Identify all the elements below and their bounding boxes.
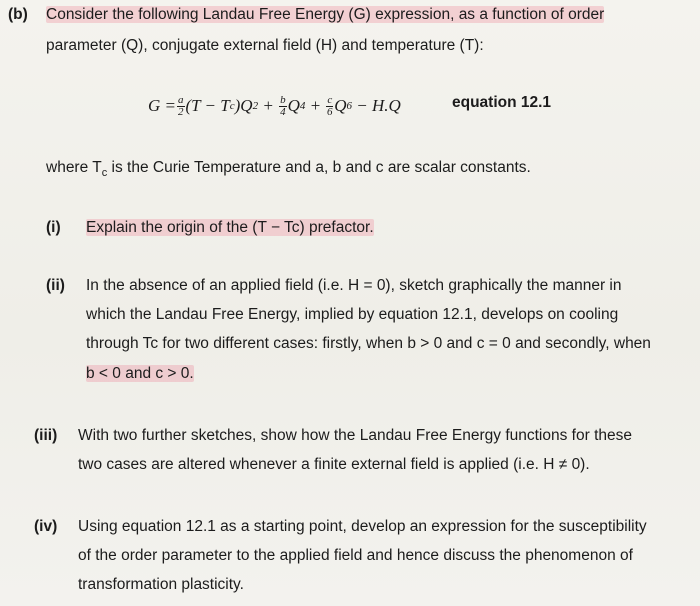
equation-label: equation 12.1 — [452, 94, 552, 111]
item-ii-line-3: through Tc for two different cases: firstly, when b > 0 and c = 0 and secondly, when — [86, 335, 651, 352]
item-iv-label: (iv) — [34, 518, 58, 535]
item-iii-line-2: two cases are altered whenever a finite external field is applied (i.e. H ≠ 0). — [78, 456, 590, 473]
part-b-label: (b) — [8, 6, 28, 23]
item-i-label: (i) — [46, 219, 61, 236]
item-iii-line-1: With two further sketches, show how the Landau Free Energy functions for these — [78, 427, 632, 444]
equation-12-1: G = $\frac{a}{2}$ (T − T c )Q 2 + $\frac{b}{4}$ Q 4 + $\frac{c}{6}$ Q 6 − H.Q — [148, 93, 401, 118]
eq-term-3-pow: 6 — [346, 100, 353, 112]
item-iv-line-2: of the order parameter to the applied field and hence discuss the phenomenon of — [78, 547, 633, 564]
eq-frac-c-6: $\frac{c}{6}$ — [327, 93, 333, 118]
eq-lhs: G = — [148, 96, 176, 115]
item-iv-line-3: transformation plasticity. — [78, 576, 244, 593]
item-ii-line-4: b < 0 and c > 0. — [86, 365, 194, 382]
eq-term-1-pow: 2 — [252, 100, 259, 112]
eq-term-1-tail: )Q — [234, 96, 253, 115]
eq-frac-b-4: $\frac{b}{4}$ — [280, 93, 286, 118]
item-iv-line-1: Using equation 12.1 as a starting point, develop an expression for the susceptibility — [78, 518, 647, 535]
eq-term-1: (T − T — [185, 96, 230, 115]
part-b-line-1-text: Consider the following Landau Free Energy (G) expression, as a function of order — [46, 6, 605, 23]
eq-term-4: − H.Q — [356, 96, 401, 115]
part-b-line-1 — [46, 5, 604, 25]
part-b-line-2: parameter (Q), conjugate external field (H) and temperature (T): — [46, 37, 484, 54]
eq-term-2: Q — [287, 96, 300, 115]
item-ii-line-1: In the absence of an applied field (i.e. H = 0), sketch graphically the manner in — [86, 277, 622, 294]
eq-term-2-pow: 4 — [299, 100, 306, 112]
item-iii-label: (iii) — [34, 427, 58, 444]
where-line: where $T_c$ is the Curie Temperature and a, b and c are scalar constants. — [46, 159, 531, 180]
eq-frac-a-2: $\frac{a}{2}$ — [178, 93, 184, 118]
item-ii-line-2: which the Landau Free Energy, implied by equation 12.1, develops on cooling — [86, 306, 619, 323]
eq-term-3: Q — [334, 96, 347, 115]
eq-term-1-sub: c — [229, 100, 235, 112]
item-i-line-1: Explain the origin of the (T − Tc) prefactor. — [86, 219, 374, 236]
item-ii-label: (ii) — [46, 277, 65, 294]
